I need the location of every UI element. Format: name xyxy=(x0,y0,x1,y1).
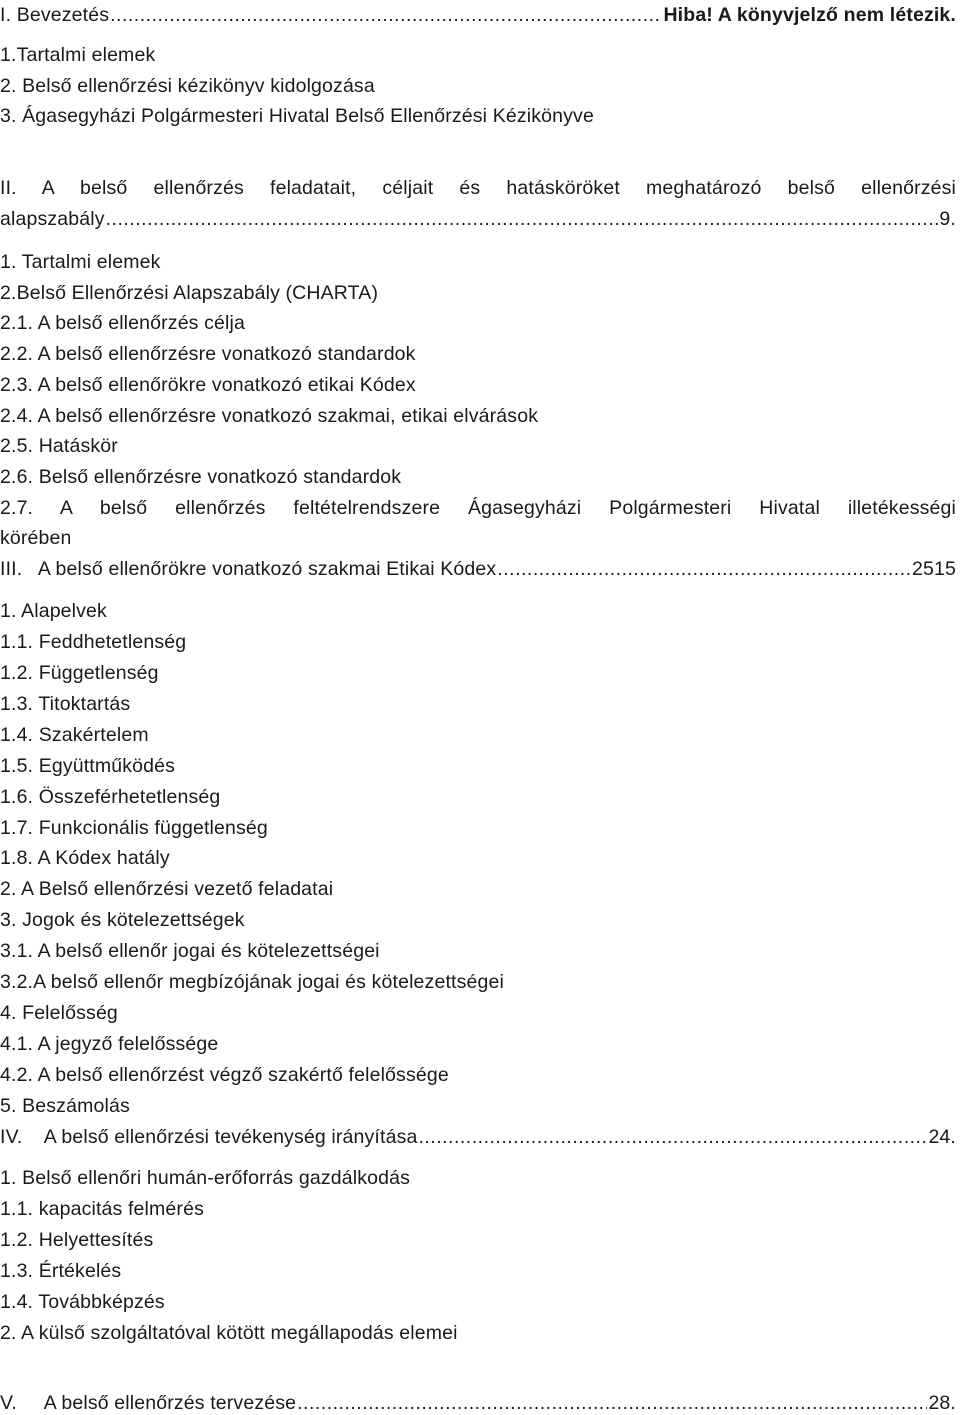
toc-entry[interactable]: 1.1. kapacitás felmérés xyxy=(0,1198,204,1220)
toc-entry[interactable]: 1.8. A Kódex hatály xyxy=(0,847,170,869)
dot-leader xyxy=(110,3,662,27)
toc-entry-section-ii[interactable]: II. A belső ellenőrzés feladatait, céljait és hatásköröket meghatározó belső ellenőrzési xyxy=(0,177,956,199)
toc-entry[interactable]: 1. Tartalmi elemek xyxy=(0,251,161,273)
toc-entry[interactable]: 1.1. Feddhetetlenség xyxy=(0,631,187,653)
toc-entry-page-error: Hiba! A könyvjelző nem létezik. xyxy=(663,4,956,26)
toc-entry[interactable]: 2. A Belső ellenőrzési vezető feladatai xyxy=(0,878,334,900)
toc-entry[interactable]: 3.1. A belső ellenőr jogai és kötelezettségei xyxy=(0,940,380,962)
toc-entry[interactable]: 2.1. A belső ellenőrzés célja xyxy=(0,312,246,334)
toc-entry[interactable]: 4. Felelősség xyxy=(0,1002,118,1024)
toc-entry[interactable]: 1.4. Szakértelem xyxy=(0,724,149,746)
toc-entry[interactable]: 5. Beszámolás xyxy=(0,1095,130,1117)
toc-entry-bevezetes[interactable] xyxy=(0,3,956,27)
toc-entry-section-iv[interactable] xyxy=(0,1125,956,1149)
toc-entry[interactable]: 3. Ágasegyházi Polgármesteri Hivatal Belső Ellenőrzési Kézikönyve xyxy=(0,105,594,127)
toc-entry[interactable]: 1. Belső ellenőri humán-erőforrás gazdálkodás xyxy=(0,1167,410,1189)
toc-entry-page: 28. xyxy=(928,1392,956,1414)
toc-entry[interactable]: 4.2. A belső ellenőrzést végző szakértő felelőssége xyxy=(0,1064,449,1086)
toc-entry[interactable]: 3.2.A belső ellenőr megbízójának jogai és kötelezettségei xyxy=(0,971,504,993)
toc-entry[interactable]: 1.2. Helyettesítés xyxy=(0,1229,154,1251)
toc-entry-page: 9. xyxy=(939,208,956,230)
toc-entry[interactable]: 1.3. Értékelés xyxy=(0,1260,122,1282)
toc-entry[interactable]: 2.5. Hatáskör xyxy=(0,435,118,457)
toc-entry-page: 24. xyxy=(928,1126,956,1148)
dot-leader xyxy=(297,1391,927,1415)
dot-leader xyxy=(106,207,939,231)
toc-entry-label: I. Bevezetés xyxy=(0,4,110,26)
toc-entry-continued[interactable]: körében xyxy=(0,527,72,549)
toc-entry[interactable]: 3. Jogok és kötelezettségek xyxy=(0,909,245,931)
toc-entry-section-v[interactable] xyxy=(0,1391,956,1415)
toc-entry[interactable]: 1.7. Funkcionális függetlenség xyxy=(0,817,268,839)
toc-entry[interactable]: 1.6. Összeférhetetlenség xyxy=(0,786,221,808)
toc-entry[interactable]: 1.Tartalmi elemek xyxy=(0,44,156,66)
toc-entry-page: 2515 xyxy=(912,558,956,580)
toc-entry[interactable]: 2.2. A belső ellenőrzésre vonatkozó standardok xyxy=(0,343,416,365)
toc-entry[interactable]: 2.3. A belső ellenőrökre vonatkozó etikai Kódex xyxy=(0,374,416,396)
toc-entry[interactable]: 2. Belső ellenőrzési kézikönyv kidolgozása xyxy=(0,75,375,97)
toc-entry-section-iii[interactable] xyxy=(0,557,956,581)
toc-entry[interactable]: 1.5. Együttműködés xyxy=(0,755,176,777)
toc-entry[interactable]: 1.2. Függetlenség xyxy=(0,662,159,684)
toc-entry[interactable]: 1.4. Továbbképzés xyxy=(0,1291,165,1313)
toc-entry[interactable]: 2.4. A belső ellenőrzésre vonatkozó szakmai, etikai elvárások xyxy=(0,405,539,427)
toc-entry-label: III. A belső ellenőrökre vonatkozó szakmai Etikai Kódex xyxy=(0,558,497,580)
toc-entry[interactable]: 2.7. A belső ellenőrzés feltételrendszere Ágasegyházi Polgármesteri Hivatal illetékességi xyxy=(0,497,956,519)
toc-entry[interactable]: 2.6. Belső ellenőrzésre vonatkozó standardok xyxy=(0,466,402,488)
toc-entry-section-ii-continued[interactable] xyxy=(0,207,956,231)
toc-entry[interactable]: 1.3. Titoktartás xyxy=(0,693,131,715)
dot-leader xyxy=(497,557,911,581)
dot-leader xyxy=(418,1125,927,1149)
toc-entry-label: IV. A belső ellenőrzési tevékenység irányítása xyxy=(0,1126,418,1148)
toc-entry[interactable]: 2.Belső Ellenőrzési Alapszabály (CHARTA) xyxy=(0,282,379,304)
toc-entry-label: alapszabály xyxy=(0,208,105,230)
toc-entry[interactable]: 2. A külső szolgáltatóval kötött megállapodás elemei xyxy=(0,1322,458,1344)
toc-entry-label: V. A belső ellenőrzés tervezése xyxy=(0,1392,297,1414)
toc-entry[interactable]: 4.1. A jegyző felelőssége xyxy=(0,1033,219,1055)
toc-entry[interactable]: 1. Alapelvek xyxy=(0,600,107,622)
